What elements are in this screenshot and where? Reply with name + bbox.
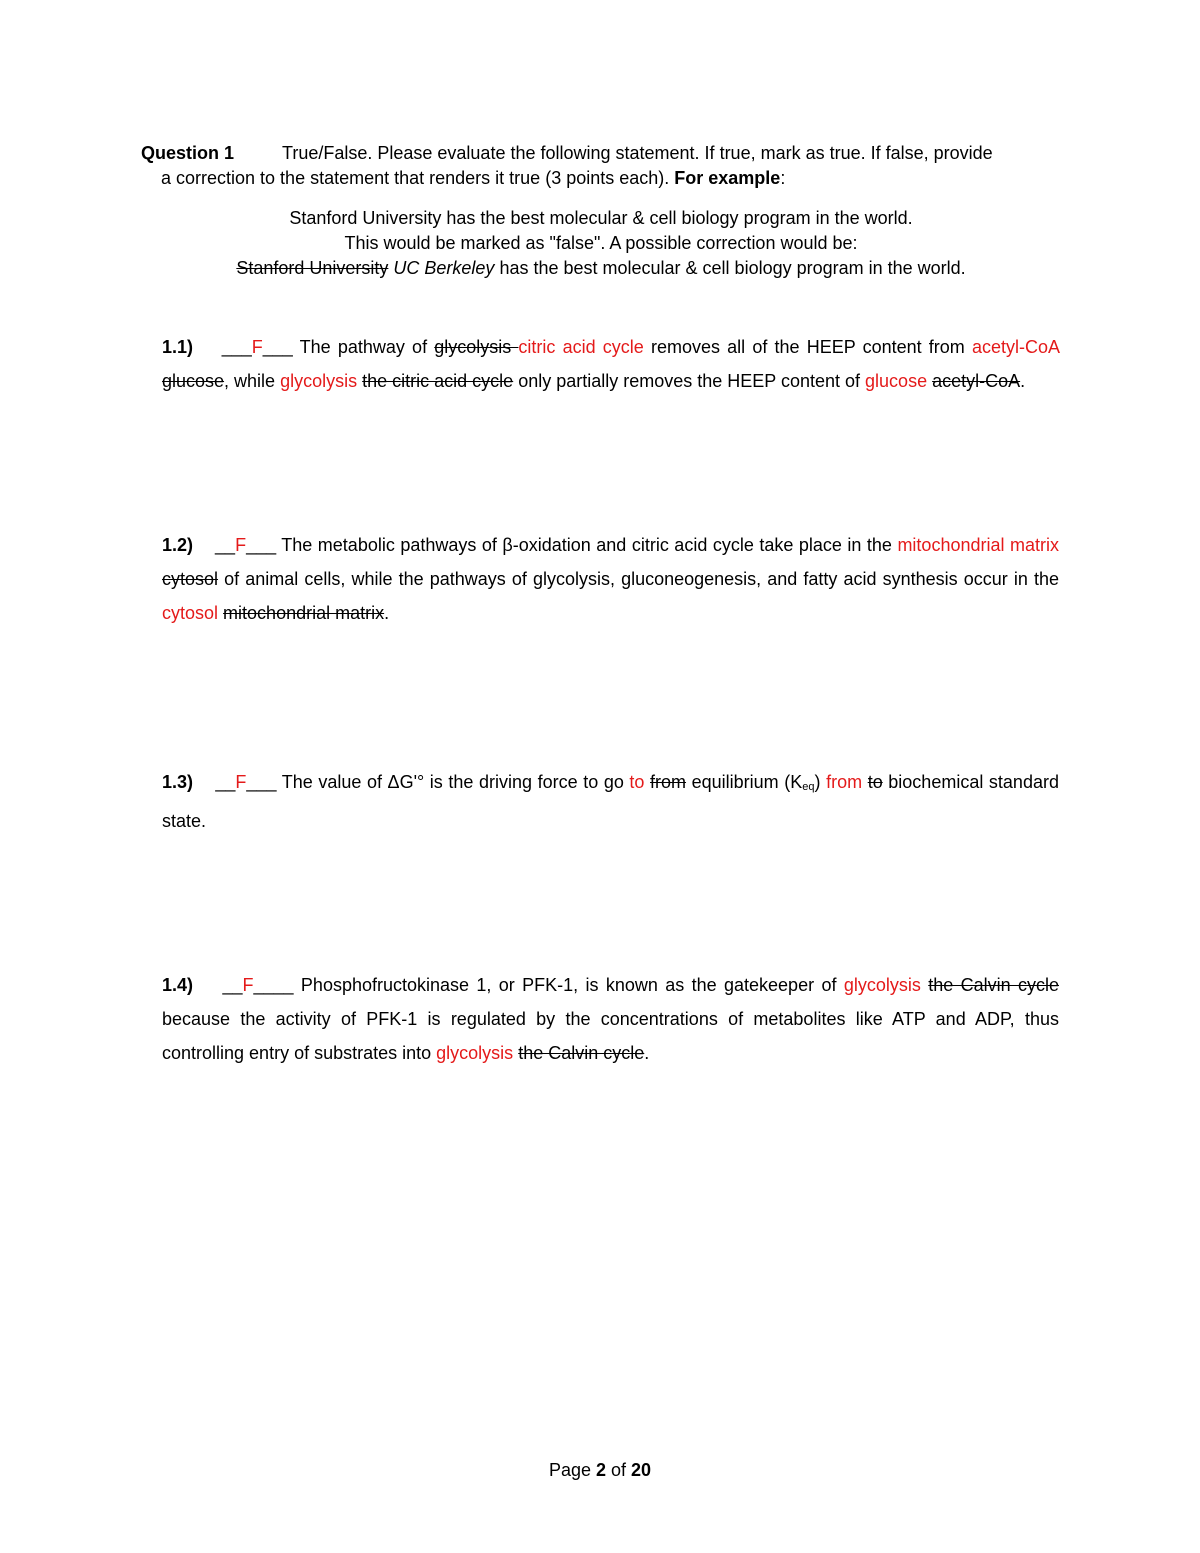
statement-text: because the activity of PFK-1 is regulated by the concentrations of metabolites like ATP and ADP, thus controlling entry of substrates into (162, 1009, 1059, 1063)
correction-text: glycolysis (436, 1043, 514, 1063)
colon: : (780, 168, 786, 188)
statement-text: ) (814, 772, 827, 792)
correction-text: acetyl-CoA (971, 337, 1059, 357)
struck-text: glycolysis (434, 337, 519, 357)
question-1-2 (162, 528, 1059, 630)
struck-text: glucose (162, 371, 225, 391)
footer-page-word: Page (548, 1460, 596, 1480)
subscript-eq: eq (802, 781, 815, 793)
example-line1: Stanford University has the best molecular & cell biology program in the world. (289, 208, 913, 228)
question-1-1 (162, 330, 1059, 398)
struck-text: to (867, 772, 883, 792)
replacement-text: UC Berkeley (393, 258, 495, 278)
struck-text: the Calvin cycle (518, 1043, 645, 1063)
statement-text: removes all of the HEEP content from (643, 337, 972, 357)
question-label: Question 1 (141, 143, 235, 163)
question-number: 1.1) (162, 337, 194, 357)
example-label: For example (674, 168, 781, 188)
statement-text: The metabolic pathways of β-oxidation and citric acid cycle take place in the (276, 535, 898, 555)
current-page-number: 2 (595, 1460, 606, 1480)
answer-mark: F (235, 772, 247, 792)
answer-blank: ___ (246, 535, 277, 555)
struck-text: cytosol (162, 569, 219, 589)
struck-text: from (650, 772, 687, 792)
correction-text: glucose (865, 371, 928, 391)
instructions-line1: True/False. Please evaluate the following statement. If true, mark as true. If false, provide (282, 143, 993, 163)
statement-text: The value of ΔG'° is the driving force to go (276, 772, 630, 792)
question-1-3 (162, 765, 1059, 838)
statement-text: , while (224, 371, 281, 391)
correction-text: to (629, 772, 645, 792)
correction-text: mitochondrial matrix (897, 535, 1059, 555)
example-rest: has the best molecular & cell biology program in the world. (494, 258, 966, 278)
correction-text: glycolysis (843, 975, 921, 995)
correction-text: cytosol (162, 603, 219, 623)
correction-text: glycolysis (280, 371, 358, 391)
question-1-4 (162, 968, 1059, 1070)
statement-text: The pathway of (292, 337, 435, 357)
question-header-line1 (141, 141, 1061, 166)
question-number: 1.3) (162, 772, 194, 792)
question-header-line2 (141, 166, 1061, 191)
total-page-count: 20 (631, 1460, 652, 1480)
struck-text: the citric acid cycle (362, 371, 514, 391)
example-block (141, 206, 1061, 281)
answer-blank: __ (222, 975, 243, 995)
statement-text: biochemical standard state. (162, 772, 1059, 831)
question-number: 1.2) (162, 535, 194, 555)
example-line3 (141, 256, 1061, 281)
correction-text: from (826, 772, 863, 792)
answer-mark: F (242, 975, 254, 995)
answer-blank: __ (215, 535, 236, 555)
struck-text: mitochondrial matrix (223, 603, 385, 623)
question-number: 1.4) (162, 975, 194, 995)
statement-text: . (644, 1043, 650, 1063)
correction-text: citric acid cycle (518, 337, 644, 357)
answer-mark: F (235, 535, 247, 555)
statement-text: . (1020, 371, 1026, 391)
statement-text: . (384, 603, 390, 623)
answer-blank: ___ (246, 772, 277, 792)
statement-text: only partially removes the HEEP content of (513, 371, 866, 391)
page-footer (0, 1460, 1200, 1481)
answer-blank: ___ (221, 337, 252, 357)
statement-text: Phosphofructokinase 1, or PFK-1, is known as the gatekeeper of (293, 975, 844, 995)
footer-of-word: of (606, 1460, 632, 1480)
answer-mark: F (251, 337, 263, 357)
instructions-line2: a correction to the statement that renders it true (3 points each). (161, 168, 675, 188)
example-line2: This would be marked as "false". A possible correction would be: (344, 233, 858, 253)
question-header (141, 141, 1061, 191)
struck-text: the Calvin cycle (928, 975, 1059, 995)
answer-blank: ____ (253, 975, 294, 995)
struck-text: acetyl-CoA (932, 371, 1021, 391)
answer-blank: __ (215, 772, 236, 792)
answer-blank: ___ (262, 337, 293, 357)
struck-text: Stanford University (236, 258, 389, 278)
statement-text: equilibrium (K (686, 772, 803, 792)
statement-text: of animal cells, while the pathways of glycolysis, gluconeogenesis, and fatty acid synthesis occur in the (218, 569, 1059, 589)
